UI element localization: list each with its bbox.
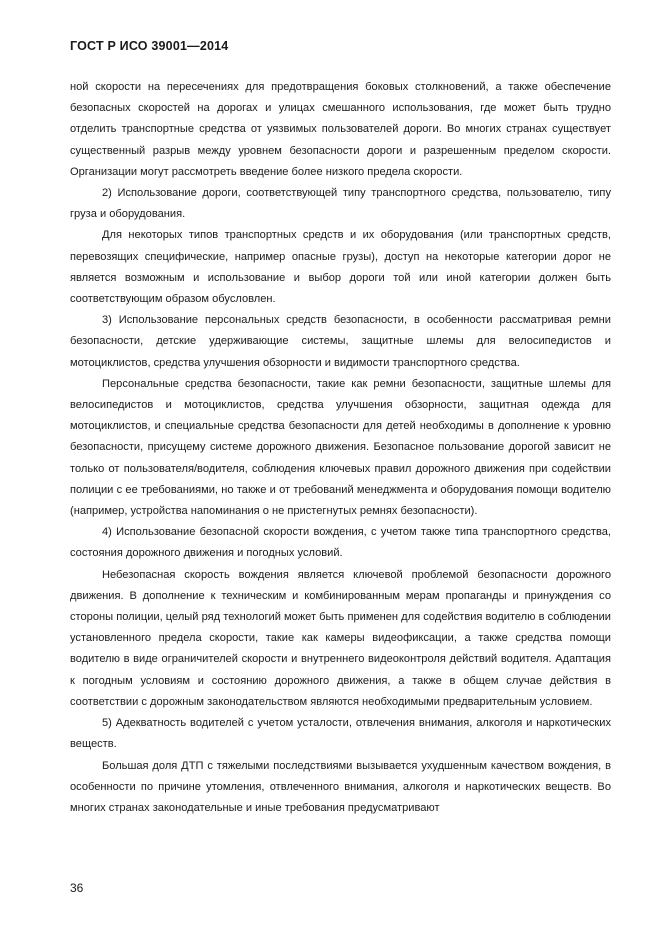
paragraph-crash-share: Большая доля ДТП с тяжелыми последствиями вызывается ухудшенным качеством вождения, в особенности по причине утомления, отвлеченного внимания, алкоголя и наркотических веществ. Во многих странах законодательные и иные требования предусматривают	[70, 759, 611, 814]
paragraph-unsafe-speed: Небезопасная скорость вождения является ключевой проблемой безопасности дорожного движения. В дополнение к техническим и комбинированным мерам пропаганды и принуждения со стороны полиции, целый ряд технологий может быть применен для содействия водителю в соблюдении установленного предела скорости, такие как камеры видеофиксации, а также средства помощи водителю в виде ограничителей скорости и внутреннего видеоконтроля действий водителя. Адаптация к погодным условиям и состоянию дорожного движения, а также в общем случае действия в соответствии с дорожным законодательством являются необходимыми предварительным условием.	[70, 568, 611, 708]
paragraph-speed-continuation: ной скорости на пересечениях для предотвращения боковых столкновений, а также обеспечение безопасных скоростей на дорогах и улицах смешанного использования, где может быть трудно отделить транспортные средства от уязвимых пользователей дороги. Во многих странах существует существенный разрыв между уровнем безопасности дороги и разрешенным пределом скорости. Организации могут рассмотреть введение более низкого предела скорости.	[70, 81, 611, 178]
paragraph-item-4: 4) Использование безопасной скорости вождения, с учетом также типа транспортного средства, состояния дорожного движения и погодных условий.	[70, 526, 611, 560]
paragraph-item-5: 5) Адекватность водителей с учетом усталости, отвлечения внимания, алкоголя и наркотических веществ.	[70, 717, 611, 751]
paragraph-vehicle-types: Для некоторых типов транспортных средств и их оборудования (или транспортных средств, перевозящих специфические, например опасные грузы), доступ на некоторые категории дорог не является возможным и использование и выбор дороги той или иной категории должен быть соответствующим образом обусловлен.	[70, 229, 611, 306]
paragraph-personal-safety: Персональные средства безопасности, такие как ремни безопасности, защитные шлемы для велосипедистов и мотоциклистов, средства улучшения обзорности, защитная одежда для мотоциклистов, и специальные средства безопасности для детей необходимы в дополнение к уровню безопасности, присущему системе дорожного движения. Безопасное пользование дорогой зависит не только от пользователя/водителя, соблюдения ключевых правил дорожного движения при содействии полиции с ее требованиями, но также и от требований менеджмента и оборудования помощи водителю (например, устройства напоминания о не пристегнутых ремнях безопасности).	[70, 377, 611, 518]
paragraph-item-3: 3) Использование персональных средств безопасности, в особенности рассматривая ремни безопасности, детские удерживающие системы, защитные шлемы для велосипедистов и мотоциклистов, средства улучшения обзорности и видимости транспортного средства.	[70, 314, 611, 369]
document-body	[70, 77, 611, 819]
paragraph-item-2: 2) Использование дороги, соответствующей типу транспортного средства, пользователю, типу груза и оборудования.	[70, 187, 611, 221]
document-header: ГОСТ Р ИСО 39001—2014	[70, 39, 229, 53]
page-number: 36	[70, 881, 84, 895]
